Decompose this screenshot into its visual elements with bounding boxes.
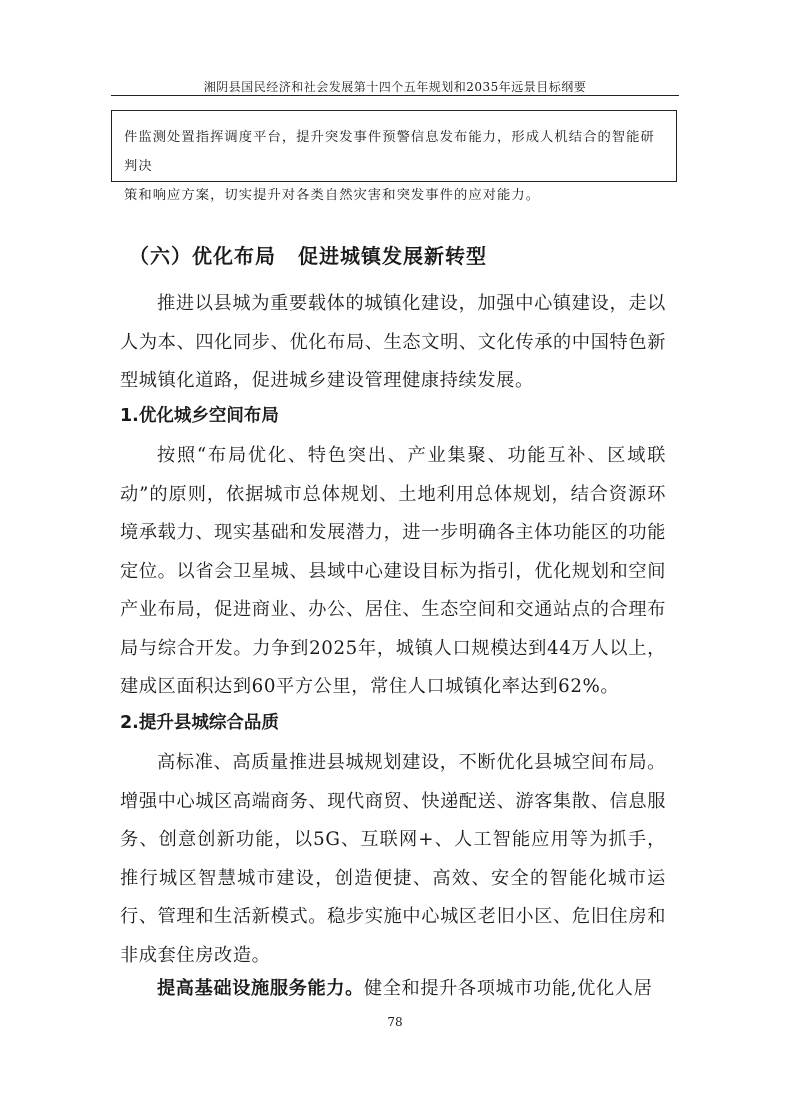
running-header: 湘阴县国民经济和社会发展第十四个五年规划和2035年远景目标纲要 [203, 80, 587, 94]
boxed-note-line: 策和响应方案，切实提升对各类自然灾害和突发事件的应对能力。 [124, 188, 541, 203]
lead-paragraph-text: 健全和提升各项城市功能,优化人居 [363, 978, 653, 999]
section-intro [120, 285, 666, 401]
boxed-note-line: 件监测处置指挥调度平台，提升突发事件预警信息发布能力，形成人机结合的智能研判决 [124, 130, 655, 174]
page-number: 78 [387, 1015, 403, 1029]
subsection-1-body [120, 437, 666, 707]
section-title [129, 240, 487, 269]
subsection-1-text: 按照“布局优化、特色突出、产业集聚、功能互补、区域联动”的原则，依据城市总体规划、土地利用总体规划，结合资源环境承载力、现实基础和发展潜力，进一步明确各主体功能区的功能定位。以省会卫星城、县域中心建设目标为指引，优化规划和空间产业布局，促进商业、办公、居住、生态空间和交通站点的合理布局与综合开发。力争到2025年，城镇人口规模达到44万人以上，建成区面积达到60平方公里，常住人口城镇化率达到62%。 [120, 445, 666, 697]
subsection-2-text: 高标准、高质量推进县城规划建设，不断优化县城空间布局。增强中心城区高端商务、现代商贸、快递配送、游客集散、信息服务、创意创新功能，以5G、互联网+、人工智能应用等为抓手，推行城区智慧城市建设，创造便捷、高效、安全的智能化城市运行、管理和生活新模式。稳步实施中心城区老旧小区、危旧住房和非成套住房改造。 [120, 752, 666, 966]
header-divider [111, 95, 679, 96]
section-title-left: （六）优化布局 [129, 244, 276, 268]
section-intro-text: 推进以县城为重要载体的城镇化建设，加强中心镇建设，走以人为本、四化同步、优化布局、生态文明、文化传承的中国特色新型城镇化道路，促进城乡建设管理健康持续发展。 [120, 293, 666, 391]
bold-lead-phrase: 提高基础设施服务能力。 [157, 978, 364, 999]
boxed-note [111, 110, 677, 203]
subsection-2-body [120, 744, 666, 975]
section-title-right: 促进城镇发展新转型 [298, 244, 487, 268]
subheading-2: 2.提升县城综合品质 [120, 713, 279, 733]
subheading-1: 1.优化城乡空间布局 [120, 406, 279, 426]
subsection-2-lead-paragraph [120, 970, 666, 1009]
